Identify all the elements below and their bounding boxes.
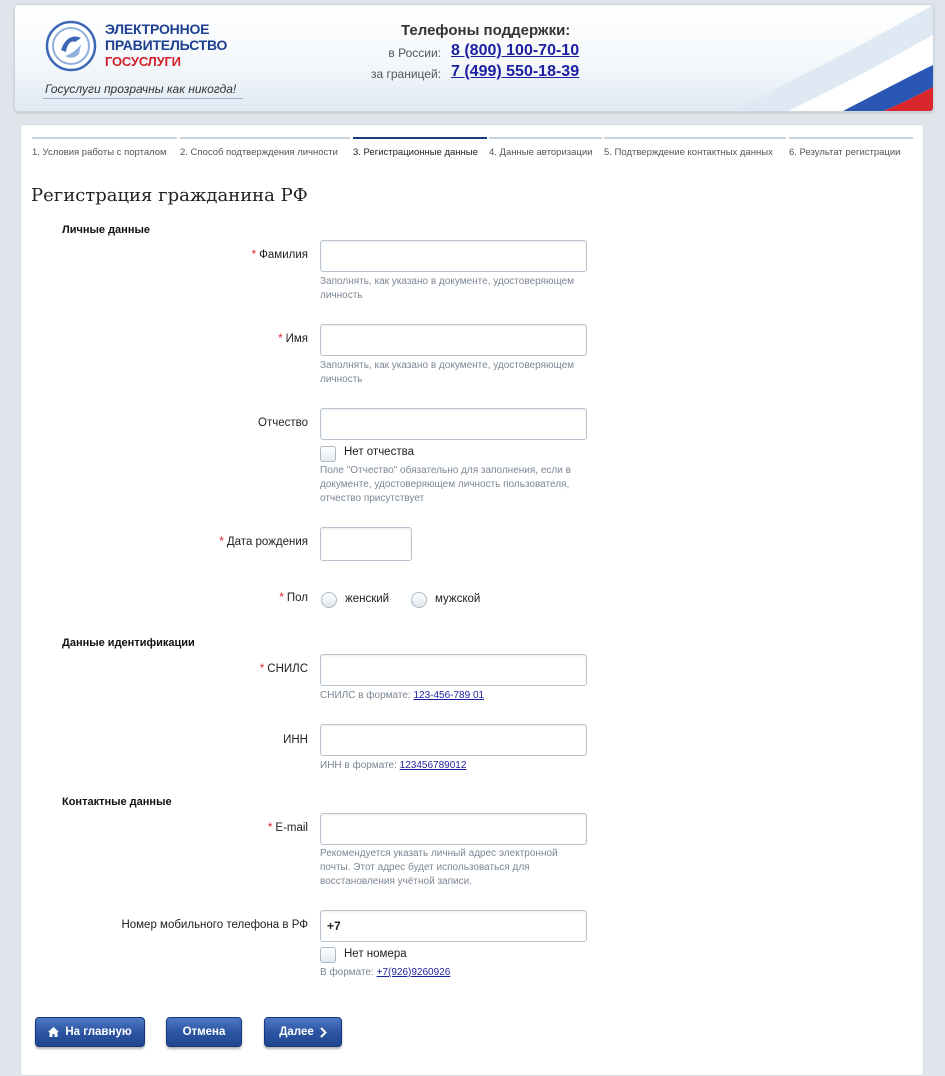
step-2: 2. Способ подтверждения личности (180, 137, 350, 158)
no-patronymic-label[interactable]: Нет отчества (344, 446, 414, 458)
step-6: 6. Результат регистрации (789, 137, 913, 158)
support-title: Телефоны поддержки: (401, 22, 571, 39)
inn-example-link[interactable]: 123456789012 (399, 760, 467, 771)
lastname-input[interactable] (320, 240, 587, 272)
section-contacts: Контактные данные (62, 796, 172, 808)
cancel-button[interactable] (166, 1017, 242, 1047)
patronymic-hint: Поле "Отчество" обязательно для заполнения, если в документе, удостоверяющем личность пользователя, отчество присутствует (320, 465, 571, 504)
page-title: Регистрация гражданина РФ (31, 185, 308, 206)
phone-label: Номер мобильного телефона в РФ (121, 919, 308, 931)
section-identification: Данные идентификации (62, 637, 195, 649)
section-personal-data: Личные данные (62, 224, 150, 236)
lastname-label: * Фамилия (251, 249, 308, 261)
email-label: * E-mail (267, 822, 308, 834)
required-mark: * (279, 592, 284, 604)
russia-phone-link[interactable]: 8 (800) 100-70-10 (451, 42, 580, 59)
registration-steps (32, 137, 914, 161)
next-button[interactable] (264, 1017, 342, 1047)
flag-swoosh-decoration (693, 5, 933, 111)
inn-label: ИНН (283, 734, 308, 746)
chevron-right-icon (320, 1027, 327, 1038)
step-3-active: 3. Регистрационные данные (353, 137, 487, 158)
gender-male-label[interactable]: мужской (435, 593, 481, 605)
registration-panel (20, 124, 924, 1076)
no-phone-checkbox[interactable] (320, 947, 336, 963)
snils-hint: СНИЛС в формате: 123-456-789 01 (320, 690, 485, 701)
birthdate-input[interactable] (320, 527, 412, 561)
required-mark: * (259, 663, 265, 675)
snils-input[interactable] (320, 654, 587, 686)
required-mark: * (219, 536, 224, 548)
snils-example-link[interactable]: 123-456-789 01 (413, 690, 485, 701)
lastname-hint: Заполнять, как указано в документе, удостоверяющем личность (320, 276, 575, 301)
home-button[interactable] (35, 1017, 145, 1047)
patronymic-input[interactable] (320, 408, 587, 440)
phone-hint: В формате: +7(926)9260926 (320, 967, 451, 978)
step-1: 1. Условия работы с порталом (32, 137, 177, 158)
gosuslugi-emblem-icon[interactable] (45, 20, 97, 72)
slogan: Госуслуги прозрачны как никогда! (45, 82, 237, 96)
logo-text-line3: ГОСУСЛУГИ (105, 54, 181, 69)
firstname-hint: Заполнять, как указано в документе, удостоверяющем личность (320, 360, 575, 385)
phone-input[interactable] (320, 910, 587, 942)
logo-text-line1: ЭЛЕКТРОННОЕ (105, 21, 210, 37)
step-5: 5. Подтверждение контактных данных (604, 137, 786, 158)
slogan-divider (43, 98, 243, 99)
email-hint: Рекомендуется указать личный адрес электронной почты. Этот адрес будет использоваться для восстановления учётной записи. (320, 848, 558, 887)
home-icon (48, 1027, 59, 1037)
inn-hint: ИНН в формате: 123456789012 (320, 760, 467, 771)
abroad-phone-link[interactable]: 7 (499) 550-18-39 (451, 63, 580, 80)
home-button-label: На главную (65, 1026, 132, 1038)
required-mark: * (278, 333, 283, 345)
email-input[interactable] (320, 813, 587, 845)
abroad-phone-label: за границей: (370, 67, 441, 81)
firstname-label: * Имя (278, 333, 308, 345)
next-button-label: Далее (279, 1026, 314, 1038)
snils-label: * СНИЛС (259, 663, 308, 675)
required-mark: * (267, 822, 273, 834)
phone-example-link[interactable]: +7(926)9260926 (376, 967, 451, 978)
firstname-input[interactable] (320, 324, 587, 356)
inn-input[interactable] (320, 724, 587, 756)
gender-female-label[interactable]: женский (345, 593, 390, 605)
birthdate-label: * Дата рождения (219, 536, 308, 548)
patronymic-label: Отчество (258, 417, 308, 429)
gender-male-radio[interactable] (411, 592, 427, 608)
no-phone-label[interactable]: Нет номера (344, 948, 407, 960)
gender-female-radio[interactable] (321, 592, 337, 608)
gender-label: * Пол (279, 592, 308, 604)
required-mark: * (251, 249, 257, 261)
russia-phone-label: в России: (388, 46, 441, 60)
site-header (14, 4, 934, 112)
logo-text-line2: ПРАВИТЕЛЬСТВО (105, 37, 228, 53)
no-patronymic-checkbox[interactable] (320, 446, 336, 462)
step-4: 4. Данные авторизации (489, 137, 602, 158)
cancel-button-label: Отмена (182, 1026, 226, 1038)
